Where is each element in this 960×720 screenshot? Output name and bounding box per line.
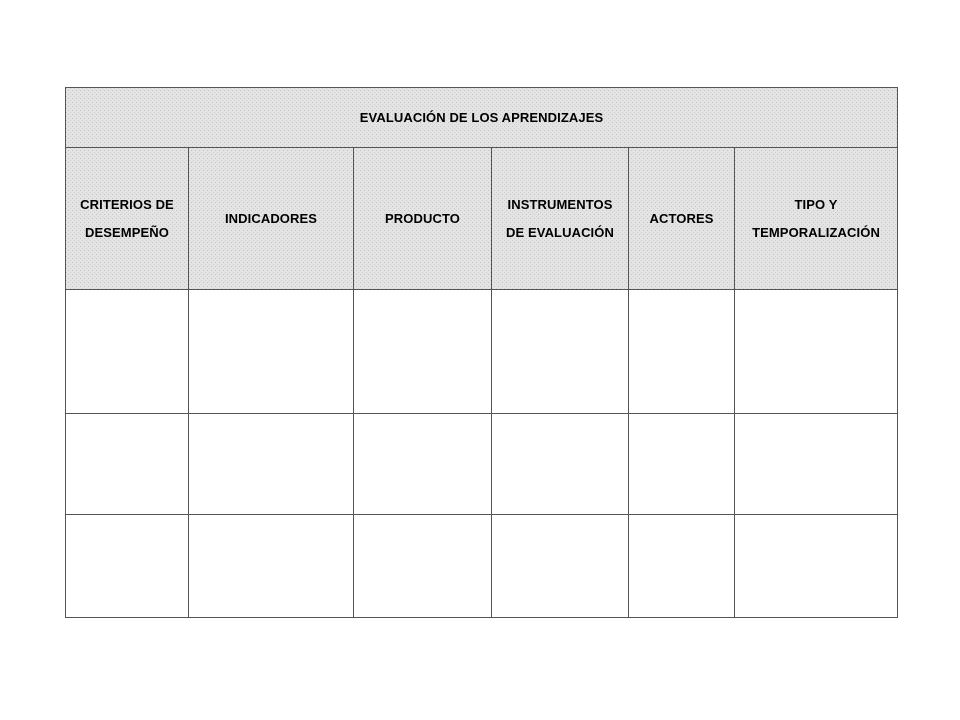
evaluation-table [65,87,898,618]
table-cell [492,290,629,414]
table-title-row [66,88,898,148]
table-cell [354,414,492,515]
table-cell [492,414,629,515]
column-header [735,148,898,290]
table-cell [66,414,189,515]
column-header [66,148,189,290]
column-header-label: TIPO Y TEMPORALIZACIÓN [752,196,880,240]
column-header [354,148,492,290]
column-header-label: INSTRUMENTOS DE EVALUACIÓN [506,196,614,240]
table-cell [189,414,354,515]
column-header-label: ACTORES [649,210,714,226]
table-header-row [66,148,898,290]
table-cell [189,290,354,414]
column-header [189,148,354,290]
table-cell [66,290,189,414]
column-header [629,148,735,290]
table-cell [629,515,735,618]
table-cell [354,515,492,618]
table-row [66,414,898,515]
table-cell [629,414,735,515]
table-cell [735,414,898,515]
table-row [66,515,898,618]
table-cell [354,290,492,414]
column-header-label: CRITERIOS DE DESEMPEÑO [80,196,174,240]
column-header-label: PRODUCTO [385,210,460,226]
table-cell [735,515,898,618]
table-title: EVALUACIÓN DE LOS APRENDIZAJES [66,88,898,148]
column-header-label: INDICADORES [224,210,318,226]
table-cell [735,290,898,414]
table-cell [66,515,189,618]
table-cell [629,290,735,414]
table-row [66,290,898,414]
column-header [492,148,629,290]
table-cell [189,515,354,618]
table-cell [492,515,629,618]
